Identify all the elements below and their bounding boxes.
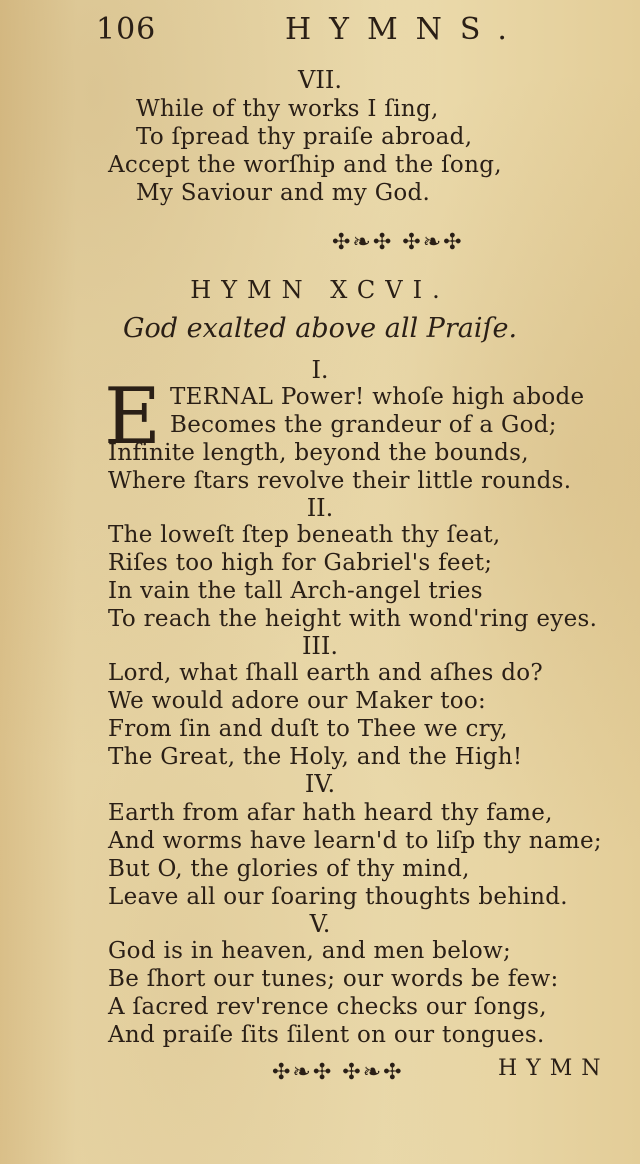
running-head <box>0 12 640 52</box>
hymn-subtitle: God exalted above all Praiſe. <box>122 313 518 344</box>
hymn-title: HYMN XCVI. <box>190 276 450 304</box>
stanza-ii-line-3: In vain the tall Arch-angel tries <box>108 578 483 604</box>
stanza-numeral-iv: IV. <box>304 770 336 798</box>
ornament-divider: ✣❧✣ ✣❧✣ <box>332 230 464 255</box>
stanza-iii-line-1: Lord, what ſhall earth and aſhes do? <box>108 660 543 686</box>
ornament-divider-bottom: ✣❧✣ ✣❧✣ <box>272 1060 404 1085</box>
stanza-numeral-v: V. <box>309 910 331 938</box>
stanza-v-line-4: And praiſe ſits ſilent on our tongues. <box>108 1022 545 1048</box>
stanza-i-line-2: Becomes the grandeur of a God; <box>170 412 557 438</box>
stanza-v-line-2: Be ſhort our tunes; our words be few: <box>108 966 559 992</box>
stanza-iii-line-3: From ſin and duſt to Thee we cry, <box>108 716 508 742</box>
stanza-numeral-iii: III. <box>301 632 339 660</box>
stanza-iii-line-2: We would adore our Maker too: <box>108 688 487 714</box>
stanza-numeral-vii: VII. <box>298 66 342 94</box>
running-title: HYMNS. <box>285 12 525 47</box>
stanza-i-line-3: Infinite length, beyond the bounds, <box>108 440 529 466</box>
stanza-i-line-4: Where ſtars revolve their little rounds. <box>108 468 572 494</box>
stanza-vii-line-4: My Saviour and my God. <box>136 180 431 206</box>
stanza-ii-line-1: The loweſt ſtep beneath thy ſeat, <box>108 522 501 548</box>
stanza-i-line-1: TERNAL Power! whoſe high abode <box>170 384 585 410</box>
page-number: 106 <box>96 12 157 47</box>
stanza-numeral-ii: II. <box>306 494 334 522</box>
stanza-vii-line-3: Accept the worſhip and the ſong, <box>108 152 502 178</box>
catchword: HYMN <box>498 1056 610 1081</box>
stanza-iv-line-2: And worms have learn'd to liſp thy name; <box>108 828 602 854</box>
stanza-iii-line-4: The Great, the Holy, and the High! <box>108 744 523 770</box>
drop-cap: E <box>104 372 161 462</box>
stanza-vii-line-2: To ſpread thy praiſe abroad, <box>136 124 473 150</box>
stanza-v-line-3: A ſacred rev'rence checks our ſongs, <box>108 994 547 1020</box>
stanza-iv-line-3: But O, the glories of thy mind, <box>108 856 470 882</box>
stanza-iv-line-1: Earth from afar hath heard thy fame, <box>108 800 553 826</box>
stanza-numeral-i: I. <box>311 356 329 384</box>
stanza-ii-line-4: To reach the height with wond'ring eyes. <box>108 606 598 632</box>
stanza-ii-line-2: Riſes too high for Gabriel's feet; <box>108 550 493 576</box>
stanza-iv-line-4: Leave all our ſoaring thoughts behind. <box>108 884 568 910</box>
stanza-vii-line-1: While of thy works I ſing, <box>136 96 439 122</box>
stanza-v-line-1: God is in heaven, and men below; <box>108 938 512 964</box>
